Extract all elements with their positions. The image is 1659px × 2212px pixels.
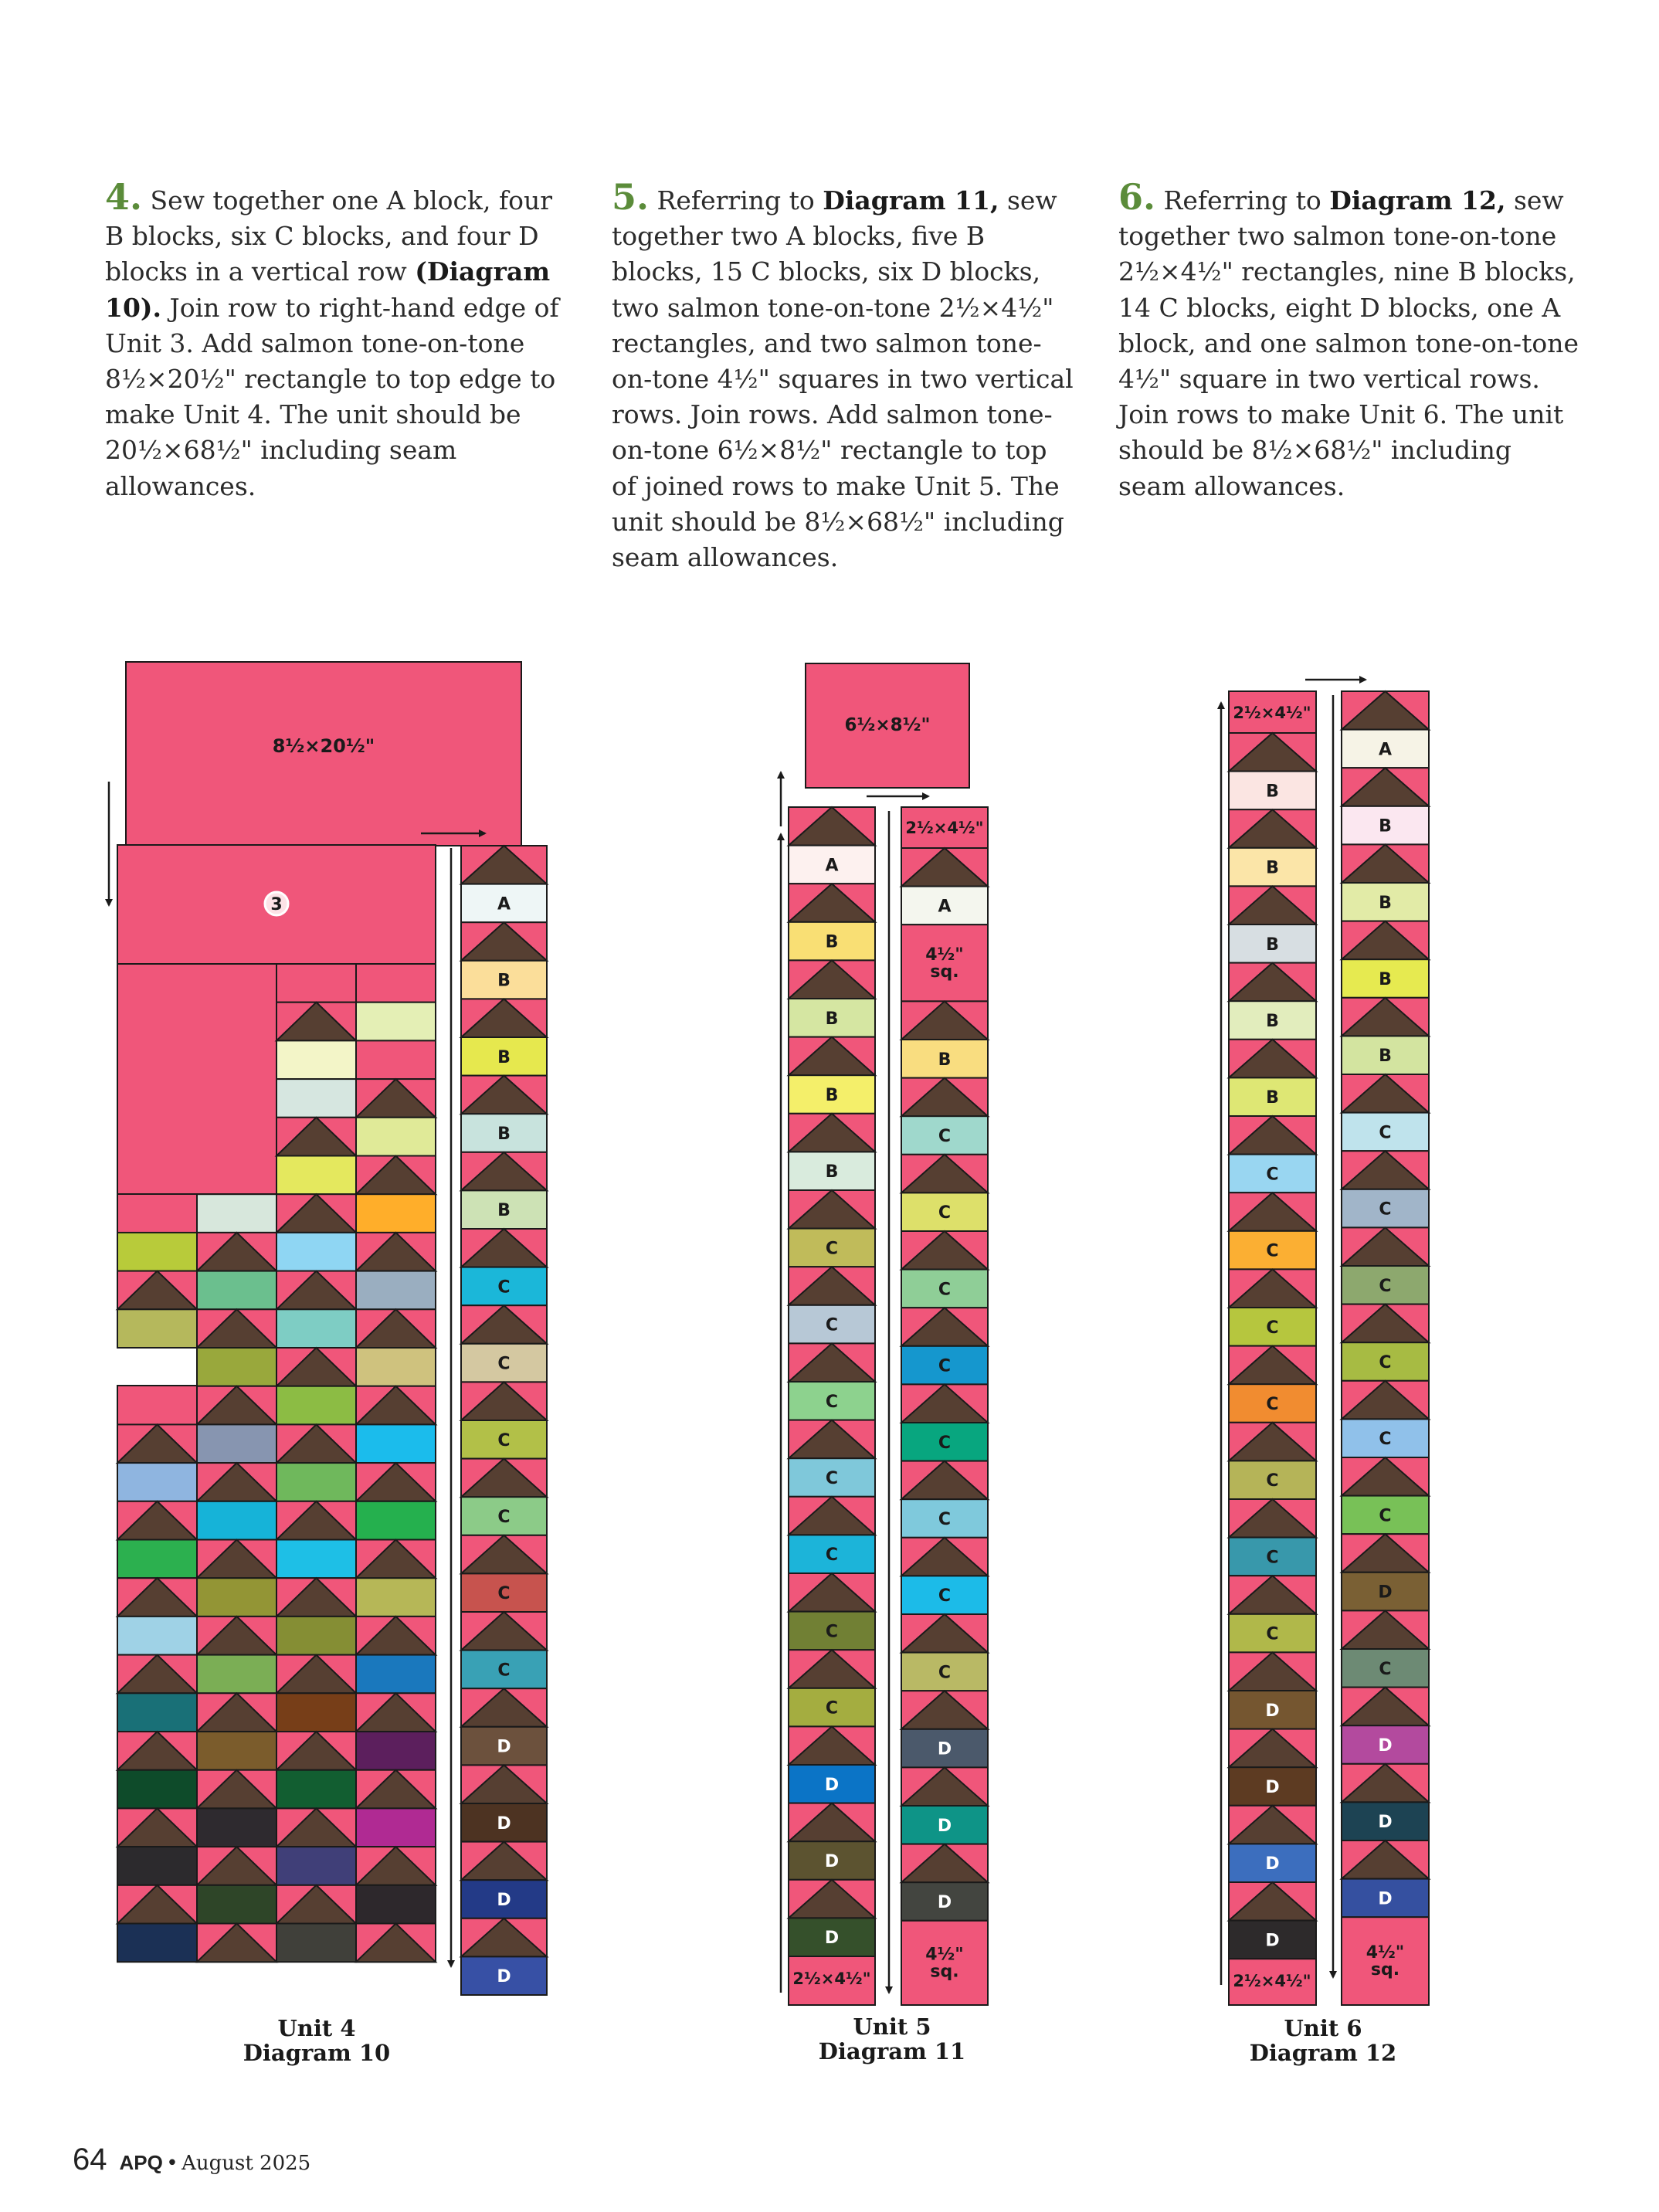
block-label: B — [1266, 1012, 1279, 1031]
block-label: B — [825, 1086, 839, 1105]
block-label: A — [825, 856, 839, 876]
block-label: D — [497, 1737, 511, 1757]
diagram-10-caption — [162, 2016, 471, 2065]
block-label: C — [825, 1392, 839, 1412]
block-label: C — [497, 1277, 511, 1298]
block-label: B — [1379, 970, 1392, 989]
block-rectangle — [276, 1770, 356, 1809]
block-rectangle — [276, 1309, 356, 1348]
block-label: D — [497, 1813, 511, 1834]
block-label: 4½" — [925, 1945, 964, 1965]
diagram-10 — [109, 662, 547, 1995]
block-label: B — [825, 932, 839, 952]
block-rectangle — [276, 1463, 356, 1501]
block-rectangle — [117, 1233, 197, 1271]
block-rectangle — [356, 1271, 436, 1310]
diagram-12-caption — [1169, 2016, 1477, 2065]
unit-5-label: Unit 5 — [853, 2014, 931, 2040]
block-label: C — [497, 1508, 511, 1527]
bottom-rectangle-label: 2½×4½" — [792, 1969, 871, 1988]
block-label: sq. — [930, 1962, 959, 1982]
step-number: 4. — [105, 176, 143, 218]
diagram-11-caption — [738, 2014, 1047, 2064]
block-label: C — [938, 1280, 952, 1300]
block-rectangle — [276, 964, 356, 1003]
top-small-rectangle-label: 2½×4½" — [905, 819, 984, 837]
block-label: C — [1379, 1276, 1392, 1296]
block-label: A — [938, 897, 952, 917]
block-rectangle — [197, 1732, 276, 1770]
block-label: B — [1379, 893, 1392, 913]
block-rectangle — [356, 1655, 436, 1694]
block-rectangle — [197, 1424, 276, 1463]
top-small-rectangle-label: 2½×4½" — [1233, 704, 1311, 722]
block-rectangle — [276, 1693, 356, 1732]
block-label: C — [938, 1203, 952, 1223]
block-rectangle — [117, 1617, 197, 1655]
block-rectangle — [356, 1003, 436, 1041]
block-label: C — [497, 1661, 511, 1681]
block-label: C — [1379, 1123, 1392, 1143]
unit-4-label: Unit 4 — [277, 2015, 356, 2041]
block-rectangle — [197, 1885, 276, 1924]
block-label: A — [497, 894, 511, 914]
block-label: D — [1265, 1931, 1280, 1951]
block-label: C — [825, 1469, 839, 1488]
block-label: D — [824, 1929, 840, 1949]
block-label: B — [497, 1125, 511, 1144]
block-label: D — [937, 1816, 952, 1836]
unit-3-left-block — [117, 964, 276, 1194]
block-label: C — [1379, 1506, 1392, 1526]
block-label: D — [497, 1891, 511, 1910]
block-label: C — [1266, 1165, 1279, 1185]
block-rectangle — [356, 1501, 436, 1540]
block-label: B — [1266, 935, 1279, 955]
block-label: D — [497, 1967, 511, 1987]
step-5-text: Referring to Diagram 11, sew together two A blocks, five B blocks, 15 C blocks, six D blocks, two salmon tone-on-tone 2½×4½" rectangles, and two salmon tone-on-tone 4½" squares in two vertical rows. Join rows. Add salmon tone-on-tone 6½×8½" rectangle to top of joined rows to make Unit 5. The unit should be 8½×68½" including seam allowances. — [612, 185, 1074, 573]
block-label: C — [497, 1430, 511, 1450]
block-label: C — [938, 1127, 952, 1146]
diagram-12-label: Diagram 12 — [1249, 2040, 1397, 2066]
block-label: D — [824, 1852, 840, 1871]
block-label: B — [497, 971, 511, 991]
block-label: C — [825, 1315, 839, 1335]
block-label: D — [937, 1739, 952, 1759]
block-label: D — [937, 1893, 952, 1912]
block-label: C — [1379, 1199, 1392, 1220]
block-rectangle — [197, 1655, 276, 1694]
block-rectangle — [117, 1463, 197, 1501]
block-rectangle — [356, 1808, 436, 1847]
block-rectangle — [356, 1194, 436, 1233]
bottom-rectangle-label: 2½×4½" — [1233, 1972, 1311, 1991]
block-label: A — [1378, 740, 1393, 760]
block-label: B — [497, 1047, 511, 1067]
block-label: C — [1379, 1353, 1392, 1372]
step-6-text: Referring to Diagram 12, sew together two salmon tone-on-tone 2½×4½" rectangles, nine B blocks, 14 C blocks, eight D blocks, one A block, and one salmon tone-on-tone 4½" square in two vertical rows. Join rows to make Unit 6. The unit should be 8½×68½" including seam allowances. — [1118, 185, 1579, 501]
top-rectangle-label: 6½×8½" — [844, 715, 931, 735]
diagram-10-label: Diagram 10 — [243, 2040, 391, 2066]
block-label: C — [1266, 1395, 1279, 1414]
block-label: B — [825, 1009, 839, 1029]
block-label: C — [1266, 1318, 1279, 1338]
block-label: B — [1379, 816, 1392, 836]
block-rectangle — [197, 1501, 276, 1540]
block-rectangle — [356, 1732, 436, 1770]
block-label: C — [825, 1622, 839, 1642]
block-label: sq. — [930, 962, 959, 982]
block-rectangle — [356, 1040, 436, 1079]
block-rectangle — [117, 1540, 197, 1579]
step-number: 5. — [612, 176, 650, 218]
block-label: C — [938, 1356, 952, 1376]
block-label: B — [1266, 1088, 1279, 1108]
block-label: D — [1378, 1736, 1393, 1756]
magazine-name: APQ — [119, 2151, 163, 2174]
block-rectangle — [197, 1194, 276, 1233]
block-rectangle — [356, 1118, 436, 1156]
block-label: D — [1378, 1813, 1393, 1833]
block-rectangle — [197, 1808, 276, 1847]
block-label: C — [1266, 1241, 1279, 1261]
block-rectangle — [117, 1924, 197, 1963]
block-rectangle — [356, 1348, 436, 1386]
block-rectangle — [197, 1348, 276, 1386]
block-rectangle — [356, 1885, 436, 1924]
block-label: C — [1379, 1659, 1392, 1679]
unit-3-label: 3 — [270, 895, 283, 914]
block-label: B — [1266, 858, 1279, 878]
block-rectangle — [117, 1847, 197, 1885]
block-label: D — [1378, 1889, 1393, 1909]
page-number: 64 — [73, 2142, 107, 2176]
block-label: C — [497, 1354, 511, 1374]
block-label: D — [1265, 1701, 1280, 1721]
separator: • — [166, 2152, 178, 2175]
block-label: 4½" — [1366, 1943, 1405, 1963]
issue-date: August 2025 — [182, 2152, 311, 2175]
block-label: C — [938, 1433, 952, 1453]
block-rectangle — [356, 1578, 436, 1617]
block-rectangle — [117, 1309, 197, 1348]
block-label: B — [497, 1201, 511, 1221]
block-label: C — [1266, 1624, 1279, 1644]
diagram-11-label: Diagram 11 — [818, 2038, 966, 2064]
block-rectangle — [356, 1424, 436, 1463]
block-label: C — [825, 1545, 839, 1566]
block-rectangle — [117, 1693, 197, 1732]
block-rectangle — [276, 1924, 356, 1963]
diagram-11 — [781, 663, 988, 2005]
block-rectangle — [276, 1156, 356, 1195]
step-4-text: Sew together one A block, four B blocks, six C blocks, and four D blocks in a vertical row (Diagram 10). Join row to right-hand edge of Unit 3. Add salmon tone-on-tone 8½×20½" rectangle to top edge to make Unit 4. The unit should be 20½×68½" including seam allowances. — [105, 185, 559, 501]
block-label: B — [1379, 1047, 1392, 1067]
block-label: C — [1379, 1430, 1392, 1450]
page-footer — [73, 2142, 310, 2177]
diagram-12 — [1221, 680, 1429, 2005]
block-rectangle — [197, 1578, 276, 1617]
block-rectangle — [276, 1079, 356, 1118]
block-rectangle — [276, 1386, 356, 1425]
step-number: 6. — [1118, 176, 1156, 218]
top-rectangle-label: 8½×20½" — [272, 735, 375, 757]
block-label: D — [1265, 1778, 1280, 1797]
block-label: C — [497, 1584, 511, 1604]
block-label: C — [1266, 1548, 1279, 1568]
block-rectangle — [117, 1770, 197, 1809]
block-label: sq. — [1370, 1960, 1400, 1980]
block-label: C — [938, 1510, 952, 1529]
block-rectangle — [276, 1040, 356, 1079]
block-label: C — [825, 1239, 839, 1259]
block-label: C — [938, 1663, 952, 1683]
block-rectangle — [197, 1271, 276, 1310]
block-label: C — [938, 1586, 952, 1606]
block-rectangle — [276, 1617, 356, 1655]
block-rectangle — [276, 1540, 356, 1579]
block-label: D — [1378, 1583, 1393, 1603]
block-rectangle — [356, 964, 436, 1003]
unit-3-small-block — [117, 1194, 198, 1233]
block-label: C — [825, 1698, 839, 1718]
block-label: D — [1265, 1854, 1280, 1874]
block-rectangle — [276, 1233, 356, 1271]
block-label: C — [1266, 1471, 1279, 1491]
block-label: B — [1266, 782, 1279, 802]
block-label: B — [938, 1050, 952, 1070]
block-rectangle — [276, 1847, 356, 1885]
block-label: B — [825, 1162, 839, 1182]
block-label: 4½" — [925, 945, 964, 965]
unit-6-label: Unit 6 — [1284, 2015, 1362, 2041]
block-label: D — [824, 1775, 840, 1795]
